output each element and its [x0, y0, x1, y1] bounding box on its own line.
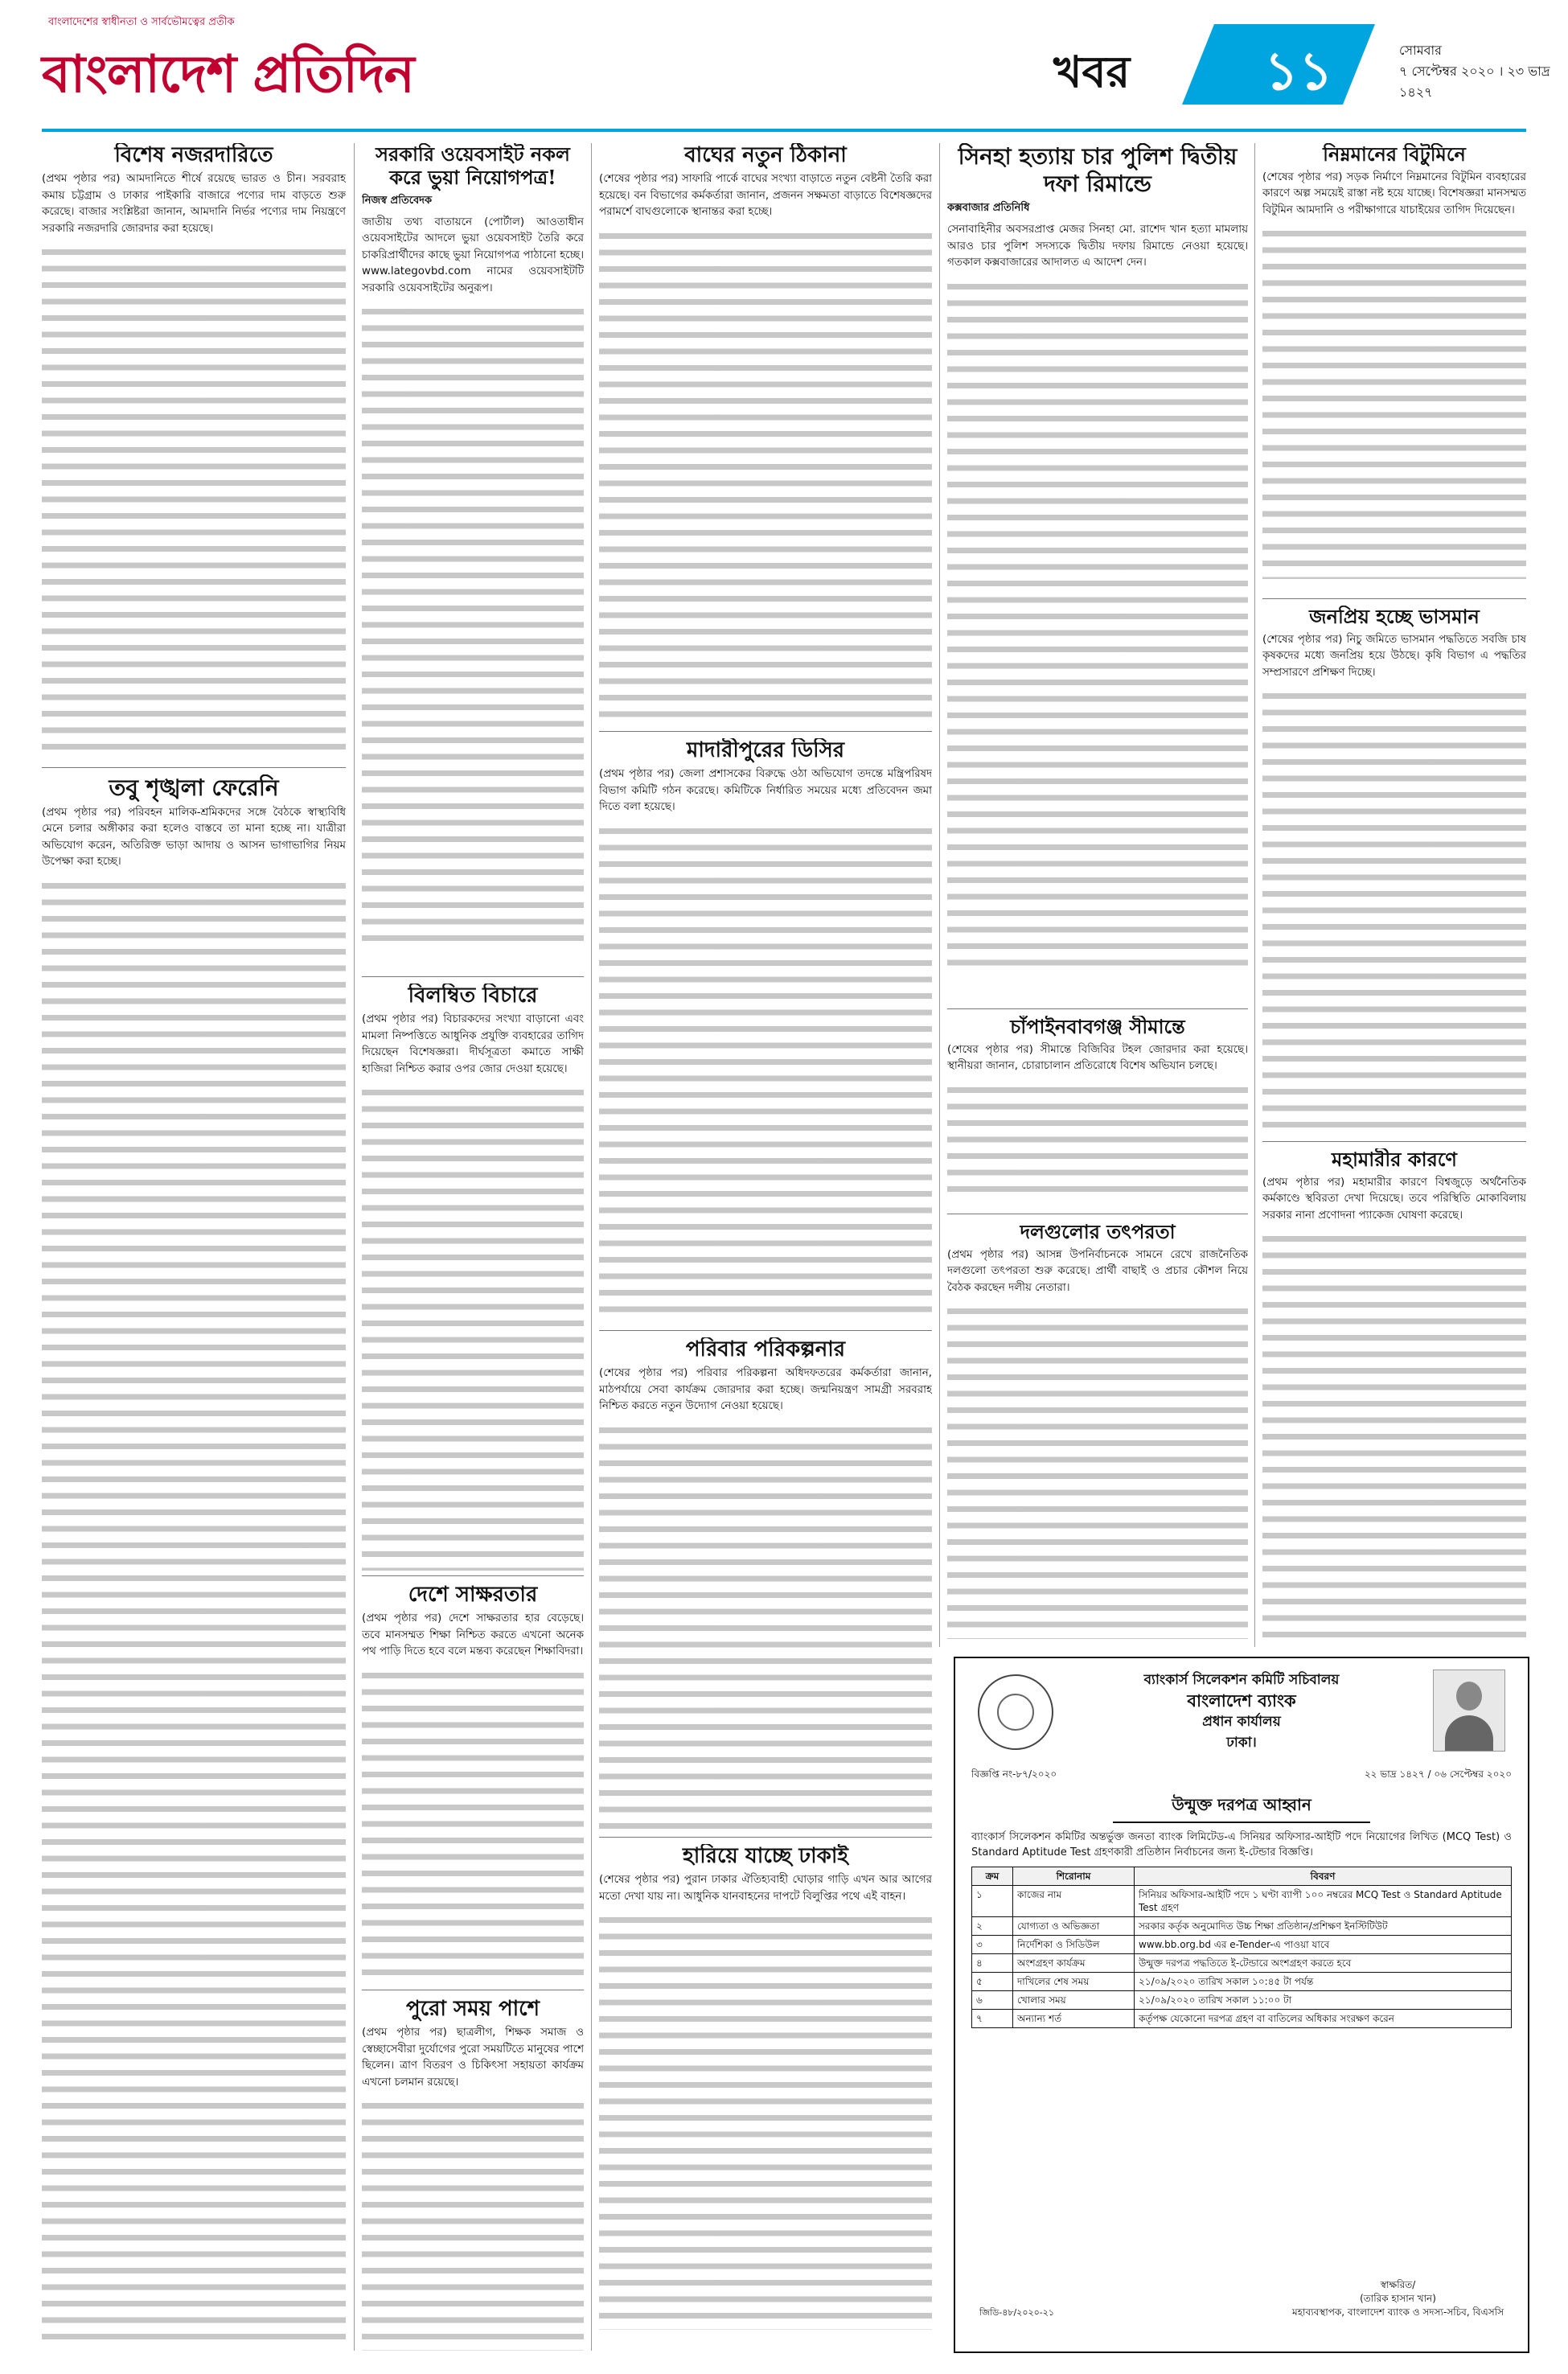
tagline: বাংলাদেশের স্বাধীনতা ও সার্বভৌমত্বের প্রতীক	[48, 16, 235, 28]
headline: পুরো সময় পাশে	[406, 1997, 540, 2021]
article-body: (শেষের পৃষ্ঠার পর) পরিবার পরিকল্পনা অধিদফতরের কর্মকর্তারা জানান, মাঠপর্যায়ে সেবা কার্যক্রম জোরদার করা হচ্ছে। জন্মনিয়ন্ত্রণ সামগ্রী সরবরাহ নিশ্চিত করতে নতুন উদ্যোগ নেওয়া হয়েছে।	[599, 1367, 932, 1413]
article-text-block	[362, 2097, 584, 2351]
column-header: ক্রম	[972, 1867, 1013, 1886]
table-header-row	[972, 1867, 1512, 1886]
article-body: (প্রথম পৃষ্ঠার পর) আমদানিতে শীর্ষে রয়েছে ভারত ও চীন। সরবরাহ কমায় চট্টগ্রাম ও ঢাকার পাইকারি বাজারে পণ্যের দাম বাড়তে শুরু করেছে। বাজার সংশ্লিষ্টরা জানান, আমদানি নির্ভর পণ্যের দাম নিয়ন্ত্রণে সরকারি নজরদারি জোরদার করা হয়েছে।	[42, 173, 346, 235]
headline: দেশে সাক্ষরতার	[408, 1583, 538, 1607]
date: ৭ সেপ্টেম্বর ২০২০ । ২৩ ভাদ্র ১৪২৭	[1399, 64, 1550, 100]
table-cell: ১	[972, 1886, 1013, 1917]
article-poribar[interactable]	[599, 1337, 932, 1832]
divider	[599, 1837, 932, 1838]
headline: তবু শৃঙ্খলা ফেরেনি	[109, 774, 279, 801]
article-mahamari[interactable]	[1262, 1148, 1526, 1647]
divider	[1262, 598, 1526, 599]
article-text-block	[947, 278, 1248, 970]
table-cell: খোলার সময়	[1013, 1991, 1135, 2010]
masthead-rule	[42, 129, 1526, 132]
ad-signature	[1292, 2278, 1504, 2319]
table-row	[972, 1936, 1512, 1954]
column-2	[362, 143, 584, 2351]
article-text-block	[1262, 1230, 1526, 1647]
article-body: (প্রথম পৃষ্ঠার পর) দেশে সাক্ষরতার হার বেড়েছে। তবে মানসম্মত শিক্ষা নিশ্চিত করতে এখনো অনেক পথ পাড়ি দিতে হবে বলে মন্তব্য করেছেন শিক্ষাবিদরা।	[362, 1612, 584, 1658]
divider	[599, 731, 932, 732]
divider	[362, 976, 584, 977]
ad-intro: ব্যাংকার্স সিলেকশন কমিটির অন্তর্ভুক্ত জনতা ব্যাংক লিমিটেড-এ সিনিয়র অফিসার-আইটি পদে নিয়োগের লিখিত (MCQ Test) ও Standard Aptitude Test গ্রহণকারী প্রতিষ্ঠান নির্বাচনের জন্য ই-টেন্ডার বিজ্ঞপ্তি।	[971, 1831, 1512, 1859]
table-cell: www.bb.org.bd এর e-Tender-এ পাওয়া যাবে	[1135, 1936, 1512, 1954]
ad-org-line3: প্রধান কার্যালয়	[1202, 1714, 1281, 1730]
headline: নিম্নমানের বিটুমিনে	[1323, 143, 1466, 166]
column-header: শিরোনাম	[1013, 1867, 1135, 1886]
table-row	[972, 1973, 1512, 1991]
table-cell: নির্দেশিকা ও সিডিউল	[1013, 1936, 1135, 1954]
headline: মহামারীর কারণে	[1332, 1148, 1457, 1171]
divider	[947, 1008, 1248, 1009]
table-cell: অংশগ্রহণ কার্যক্রম	[1013, 1954, 1135, 1973]
column-divider	[939, 143, 940, 1647]
article-text-block	[362, 1084, 584, 1571]
table-cell: যোগ্যতা ও অভিজ্ঞতা	[1013, 1917, 1135, 1936]
headline: পরিবার পরিকল্পনার	[685, 1337, 846, 1362]
ad-org-line4: ঢাকা।	[1226, 1735, 1257, 1751]
article-sinha[interactable]	[947, 143, 1248, 1004]
article-text-block	[42, 877, 346, 2343]
article-body: (প্রথম পৃষ্ঠার পর) মহামারীর কারণে বিশ্বজুড়ে অর্থনৈতিক কর্মকাণ্ডে স্থবিরতা দেখা দিয়েছে। তবে পরিস্থিতি মোকাবিলায় সরকার নানা প্রণোদনা প্যাকেজ ঘোষণা করেছে।	[1262, 1176, 1526, 1222]
day: সোমবার	[1399, 43, 1442, 58]
table-cell: ৭	[972, 2010, 1013, 2028]
table-cell: ২১/০৯/২০২০ তারিখ সকাল ১০:৪৫ টা পর্যন্ত	[1135, 1973, 1512, 1991]
article-body: (শেষের পৃষ্ঠার পর) সীমান্তে বিজিবির টহল জোরদার করা হয়েছে। স্থানীয়রা জানান, চোরাচালান প্রতিরোধে বিশেষ অভিযান চলছে।	[947, 1043, 1248, 1073]
article-body: (শেষের পৃষ্ঠার পর) সড়ক নির্মাণে নিম্নমানের বিটুমিন ব্যবহারের কারণে অল্প সময়েই রাস্তা নষ্ট হয়ে যাচ্ছে। বিশেষজ্ঞরা মানসম্মত বিটুমিন আমদানি ও পরীক্ষাগারে যাচাইয়ের তাগিদ দিয়েছেন।	[1262, 170, 1526, 216]
table-row	[972, 1886, 1512, 1917]
ad-reference: জিডি-৪৮/২০২০-২১	[979, 2307, 1055, 2318]
table-cell: সিনিয়র অফিসার-আইটি পদে ১ ঘণ্টা ব্যাপী ১০০ নম্বরের MCQ Test ও Standard Aptitude Test গ্রহণ	[1135, 1886, 1512, 1917]
table-cell: ৪	[972, 1954, 1013, 1973]
article-sarkari[interactable]	[362, 143, 584, 971]
divider	[42, 767, 346, 768]
byline: নিজস্ব প্রতিবেদক	[362, 194, 433, 207]
table-cell: দাখিলের শেষ সময়	[1013, 1973, 1135, 1991]
article-text-block	[362, 1667, 584, 1985]
article-text-block	[599, 228, 932, 726]
divider	[1262, 1141, 1526, 1142]
headline: হারিয়ে যাচ্ছে ঢাকাই	[683, 1844, 848, 1868]
article-chapai[interactable]	[947, 1016, 1248, 1209]
column-5	[1262, 143, 1526, 1647]
ad-org-line2: বাংলাদেশ ব্যাংক	[1187, 1691, 1296, 1711]
article-body: (প্রথম পৃষ্ঠার পর) আসন্ন উপনির্বাচনকে সামনে রেখে রাজনৈতিক দলগুলো তৎপরতা শুরু করেছে। প্রার্থী বাছাই ও প্রচার কৌশল নিয়ে বৈঠক করছেন দলীয় নেতারা।	[947, 1248, 1248, 1294]
article-body: (প্রথম পৃষ্ঠার পর) বিচারকদের সংখ্যা বাড়ানো এবং মামলা নিষ্পত্তিতে আধুনিক প্রযুক্তি ব্যবহারের তাগিদ দিয়েছেন বিশেষজ্ঞরা। দীর্ঘসূত্রতা কমাতে সাক্ষী হাজিরা নিশ্চিত করার ওপর জোর দেওয়া হয়েছে।	[362, 1013, 584, 1075]
signatory-name: (তারিক হাসান খান)	[1360, 2293, 1436, 2304]
tender-advertisement[interactable]	[954, 1657, 1529, 2353]
article-text-block	[42, 244, 346, 758]
bangladesh-bank-seal-icon	[978, 1674, 1053, 1750]
article-body: (শেষের পৃষ্ঠার পর) নিচু জমিতে ভাসমান পদ্ধতিতে সবজি চাষ কৃষকদের মধ্যে জনপ্রিয় হয়ে উঠছে। কৃষি বিভাগ এ পদ্ধতির সম্প্রসারণে প্রশিক্ষণ দিচ্ছে।	[1262, 633, 1526, 679]
ad-meta	[971, 1768, 1512, 1784]
table-cell: উন্মুক্ত দরপত্র পদ্ধতিতে ই-টেন্ডারে অংশগ্রহণ করতে হবে	[1135, 1954, 1512, 1973]
divider	[362, 1575, 584, 1576]
column-3	[599, 143, 932, 2351]
column-1	[42, 143, 346, 2351]
article-bagh[interactable]	[599, 143, 932, 726]
masthead	[0, 0, 1568, 135]
logo-text: বাংলাদেশ প্রতিদিন	[42, 44, 414, 105]
article-text-block	[599, 1422, 932, 1832]
column-divider	[591, 143, 592, 2351]
notice-date: ২২ ভাদ্র ১৪২৭ / ০৬ সেপ্টেম্বর ২০২০	[1364, 1768, 1512, 1780]
table-row	[972, 1991, 1512, 2010]
article-text-block	[599, 1912, 932, 2330]
column-header: বিবরণ	[1135, 1867, 1512, 1886]
signatory-title: স্বাক্ষরিত/	[1380, 2279, 1416, 2290]
article-body: (শেষের পৃষ্ঠার পর) পুরান ঢাকার ঐতিহ্যবাহী ঘোড়ার গাড়ি এখন আর আগের মতো দেখা যায় না। আধুনিক যানবাহনের দাপটে বিলুপ্তির পথে এই বাহন।	[599, 1874, 932, 1903]
article-bilombito[interactable]	[362, 984, 584, 1571]
table-cell: ৬	[972, 1991, 1013, 2010]
ad-org-line1: ব্যাংকার্স সিলেকশন কমিটি সচিবালয়	[1143, 1672, 1340, 1688]
article-text-block	[1262, 225, 1526, 579]
table-row	[972, 1917, 1512, 1936]
article-text-block	[947, 1303, 1248, 1639]
page-number: ১১	[1264, 39, 1333, 102]
article-bishesh[interactable]	[42, 143, 346, 762]
headline: বিলম্বিত বিচারে	[408, 984, 538, 1008]
headline: বাঘের নতুন ঠিকানা	[684, 143, 847, 167]
table-cell: সরকার কর্তৃক অনুমোদিত উচ্চ শিক্ষা প্রতিষ্ঠান/প্রশিক্ষণ ইনস্টিটিউট	[1135, 1917, 1512, 1936]
article-text-block	[947, 1082, 1248, 1194]
table-cell: ৫	[972, 1973, 1013, 1991]
article-harie[interactable]	[599, 1844, 932, 2343]
article-jonopriyo[interactable]	[1262, 606, 1526, 1136]
section-title: খবর	[1053, 46, 1131, 97]
column-4	[947, 143, 1248, 1647]
table-cell: কর্তৃপক্ষ যেকোনো দরপত্র গ্রহণ বা বাতিলের অধিকার সংরক্ষণ করেন	[1135, 2010, 1512, 2028]
divider	[599, 1330, 932, 1331]
article-dol[interactable]	[947, 1221, 1248, 1639]
dateline	[1399, 40, 1568, 103]
byline: কক্সবাজার প্রতিনিধি	[947, 202, 1030, 215]
article-puro[interactable]	[362, 1997, 584, 2351]
headline: জনপ্রিয় হচ্ছে ভাসমান	[1309, 606, 1480, 628]
table-cell: অন্যান্য শর্ত	[1013, 2010, 1135, 2028]
article-body: (শেষের পৃষ্ঠার পর) সাফারি পার্কে বাঘের সংখ্যা বাড়াতে নতুন বেষ্টনী তৈরি করা হয়েছে। বন বিভাগের কর্মকর্তারা জানান, প্রজনন সক্ষমতা বাড়াতে বিশেষজ্ঞদের পরামর্শে বাঘগুলোকে স্থানান্তর করা হচ্ছে।	[599, 173, 932, 219]
ad-title: উন্মুক্ত দরপত্র আহ্বান	[1113, 1793, 1370, 1823]
table-cell: ২১/০৯/২০২০ তারিখ সকাল ১১:০০ টা	[1135, 1991, 1512, 2010]
article-deshe[interactable]	[362, 1583, 584, 1985]
newspaper-logo[interactable]	[42, 14, 414, 111]
signatory-role: মহাব্যবস্থাপক, বাংলাদেশ ব্যাংক ও সদস্য-সচিব, বিএসসি	[1292, 2306, 1504, 2318]
table-row	[972, 1954, 1512, 1973]
tender-table	[971, 1867, 1512, 2028]
article-text-block	[362, 303, 584, 947]
headline: বিশেষ নজরদারিতে	[114, 143, 273, 167]
table-cell: ৩	[972, 1936, 1013, 1954]
article-body: (প্রথম পৃষ্ঠার পর) জেলা প্রশাসকের বিরুদ্ধে ওঠা অভিযোগ তদন্তে মন্ত্রিপরিষদ বিভাগ কমিটি গঠন করেছে। কমিটিকে নির্ধারিত সময়ের মধ্যে প্রতিবেদন জমা দিতে বলা হয়েছে।	[599, 768, 932, 814]
page-number-badge	[1182, 24, 1375, 105]
headline: মাদারীপুরের ডিসির	[686, 738, 845, 762]
table-cell: কাজের নাম	[1013, 1886, 1135, 1917]
portrait-image	[1433, 1670, 1505, 1752]
article-body: (প্রথম পৃষ্ঠার পর) ছাত্রলীগ, শিক্ষক সমাজ ও স্বেচ্ছাসেবীরা দুর্যোগের পুরো সময়টিতে মানুষের পাশে ছিলেন। ত্রাণ বিতরণ ও চিকিৎসা সহায়তা কার্যক্রম এখনো চলমান রয়েছে।	[362, 2027, 584, 2089]
table-cell: ২	[972, 1917, 1013, 1936]
column-divider	[354, 143, 355, 2351]
article-madaripur[interactable]	[599, 738, 932, 1325]
table-row	[972, 2010, 1512, 2028]
article-nimman[interactable]	[1262, 143, 1526, 594]
article-body: (প্রথম পৃষ্ঠার পর) পরিবহন মালিক-শ্রমিকদের সঙ্গে বৈঠকে স্বাস্থ্যবিধি মেনে চলার অঙ্গীকার করা হলেও বাস্তবে তা মানা হচ্ছে না। যাত্রীরা অভিযোগ করেন, অতিরিক্ত ভাড়া আদায় ও আসন ভাগাভাগির নিয়ম উপেক্ষা করা হচ্ছে।	[42, 806, 346, 869]
headline: সিনহা হত্যায় চার পুলিশ দ্বিতীয় দফা রিমান্ডে	[958, 143, 1238, 197]
article-text-block	[599, 823, 932, 1321]
notice-number: বিজ্ঞপ্তি নং-৮৭/২০২০	[971, 1768, 1057, 1780]
article-body: জাতীয় তথ্য বাতায়নে (পোর্টাল) আওতাধীন ওয়েবসাইটের আদলে ভুয়া ওয়েবসাইট তৈরি করে চাকরিপ্রার্থীদের কাছে ভুয়া নিয়োগপত্র পাঠানো হচ্ছে। www.lategovbd.com নামের ওয়েবসাইটটি সরকারি ওয়েবসাইটের অনুরূপ।	[362, 216, 584, 294]
headline: চাঁপাইনবাবগঞ্জ সীমান্তে	[1010, 1016, 1185, 1038]
article-text-block	[1262, 688, 1526, 1136]
headline: সরকারি ওয়েবসাইট নকল করে ভুয়া নিয়োগপত্র!	[376, 143, 570, 189]
headline: দলগুলোর তৎপরতা	[1020, 1221, 1176, 1243]
column-divider	[1254, 143, 1255, 1647]
article-body: সেনাবাহিনীর অবসরপ্রাপ্ত মেজর সিনহা মো. রাশেদ খান হত্যা মামলায় আরও চার পুলিশ সদস্যকে দ্বিতীয় দফায় রিমান্ডে নেওয়া হয়েছে। গতকাল কক্সবাজারের আদালত এ আদেশ দেন।	[947, 224, 1248, 269]
article-tobu[interactable]	[42, 774, 346, 2343]
